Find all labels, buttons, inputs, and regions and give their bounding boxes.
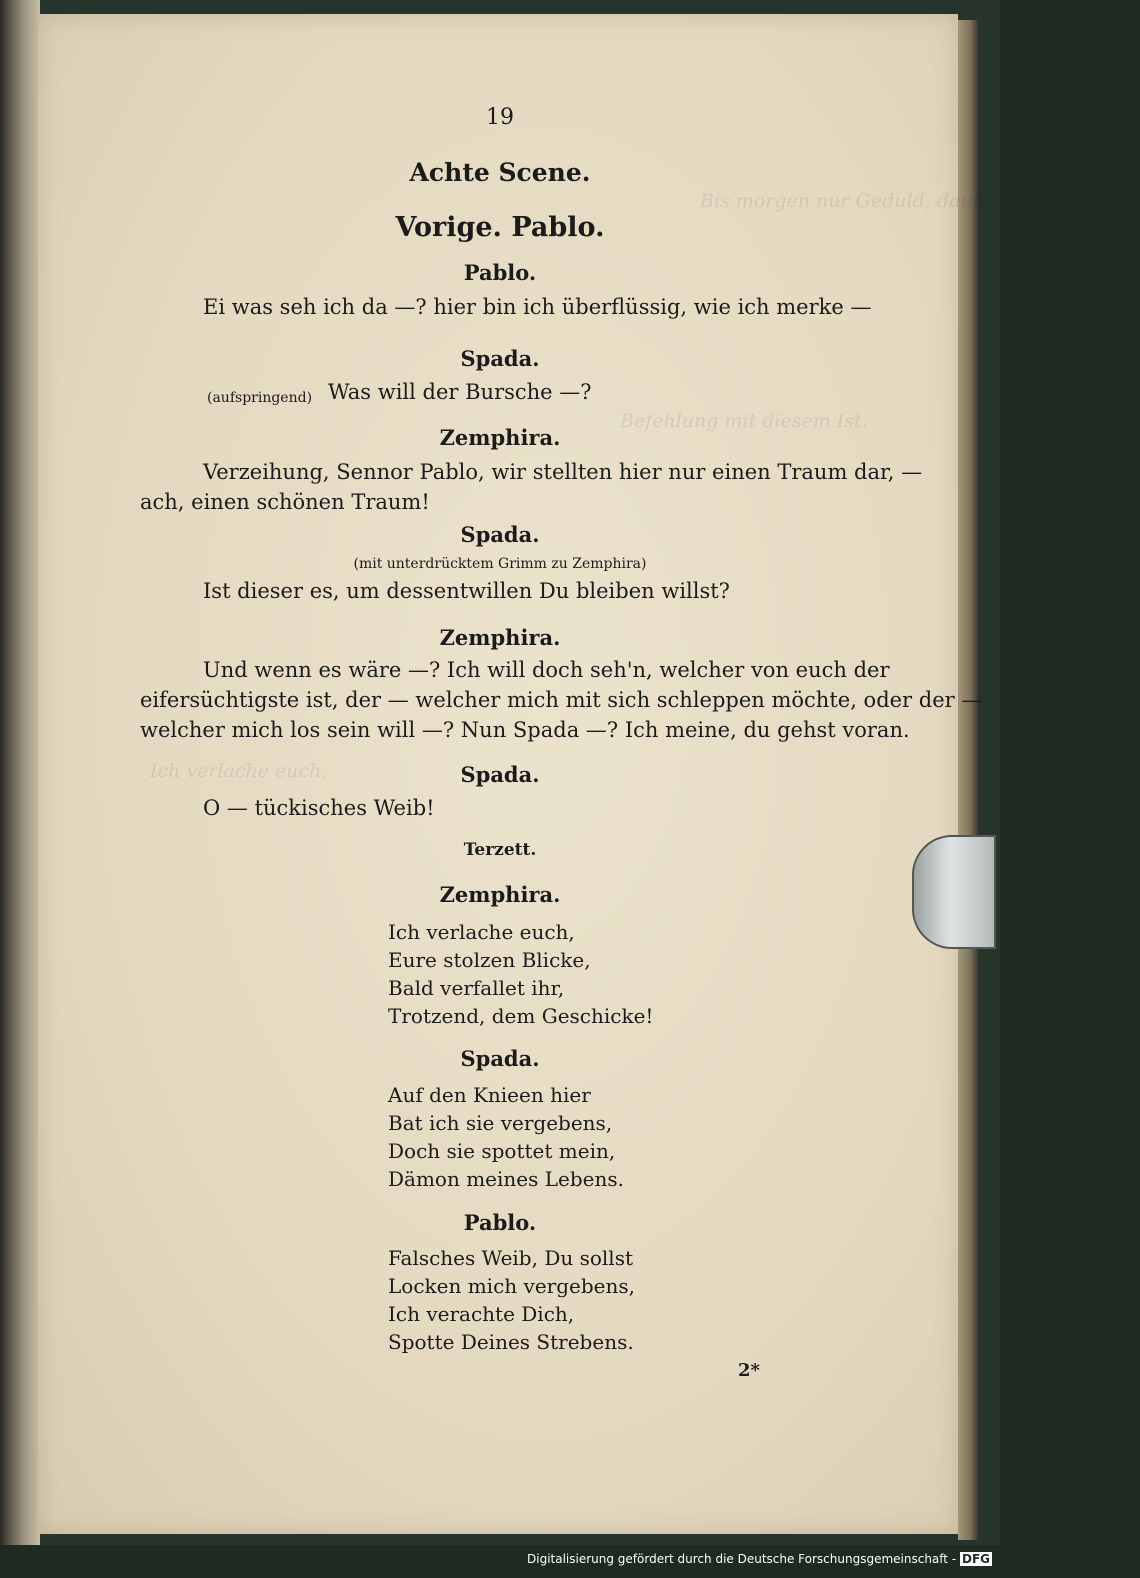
dialogue-line: eifersüchtigste ist, der — welcher mich mit sich schleppen möchte, oder der — xyxy=(140,688,983,712)
verse-line: Ich verlache euch, xyxy=(388,920,575,944)
dialogue-line: ach, einen schönen Traum! xyxy=(140,490,430,514)
dialogue-line: Ist dieser es, um dessentwillen Du bleiben willst? xyxy=(203,579,730,603)
stage-direction: (aufspringend) xyxy=(207,390,313,406)
signature-mark: 2* xyxy=(738,1360,760,1381)
verse-line: Eure stolzen Blicke, xyxy=(388,948,591,972)
terzett-title: Terzett. xyxy=(463,840,537,860)
speaker-name: Pablo. xyxy=(463,1210,537,1235)
show-through-text: Bis morgen nur Geduld, dann magst Du seh'n xyxy=(700,190,1140,212)
speaker-name: Zemphira. xyxy=(439,425,561,450)
speaker-name: Spada. xyxy=(460,346,540,371)
dialogue-line: Ei was seh ich da —? hier bin ich überflüssig, wie ich merke — xyxy=(203,295,872,319)
verse-line: Falsches Weib, Du sollst xyxy=(388,1246,633,1270)
dialogue-line: welcher mich los sein will —? Nun Spada —? Ich meine, du gehst voran. xyxy=(140,718,910,742)
characters-line: Vorige. Pablo. xyxy=(395,212,605,243)
verse-line: Bald verfallet ihr, xyxy=(388,976,565,1000)
show-through-text: Ich verlache euch, xyxy=(150,760,328,782)
dialogue-line: Was will der Bursche —? xyxy=(328,380,592,404)
speaker-name: Zemphira. xyxy=(439,882,561,907)
dialogue-line: Und wenn es wäre —? Ich will doch seh'n, welcher von euch der xyxy=(203,658,890,682)
dialogue-line: O — tückisches Weib! xyxy=(203,796,435,820)
speaker-name: Zemphira. xyxy=(439,625,561,650)
funding-notice xyxy=(527,1552,992,1566)
dfg-logo: DFG xyxy=(961,1552,990,1566)
verse-line: Bat ich sie vergebens, xyxy=(388,1111,613,1135)
speaker-name: Pablo. xyxy=(463,260,537,285)
verse-line: Dämon meines Lebens. xyxy=(388,1167,624,1191)
verse-line: Doch sie spottet mein, xyxy=(388,1139,616,1163)
speaker-name: Spada. xyxy=(460,762,540,787)
verse-line: Locken mich vergebens, xyxy=(388,1274,635,1298)
verse-line: Spotte Deines Strebens. xyxy=(388,1330,634,1354)
verse-line: Trotzend, dem Geschicke! xyxy=(388,1004,654,1028)
speaker-name: Spada. xyxy=(460,1046,540,1071)
verse-line: Ich verachte Dich, xyxy=(388,1302,575,1326)
show-through-text: Befehlung mit diesem Ist. xyxy=(620,410,868,432)
page-number: 19 xyxy=(486,105,514,130)
scene-title: Achte Scene. xyxy=(409,158,591,187)
verse-line: Auf den Knieen hier xyxy=(388,1083,591,1107)
funding-text: Digitalisierung gefördert durch die Deutsche Forschungsgemeinschaft - xyxy=(527,1552,957,1566)
stage-direction: (mit unterdrücktem Grimm zu Zemphira) xyxy=(353,556,647,572)
speaker-name: Spada. xyxy=(460,522,540,547)
dialogue-line: Verzeihung, Sennor Pablo, wir stellten hier nur einen Traum dar, — xyxy=(203,460,923,484)
